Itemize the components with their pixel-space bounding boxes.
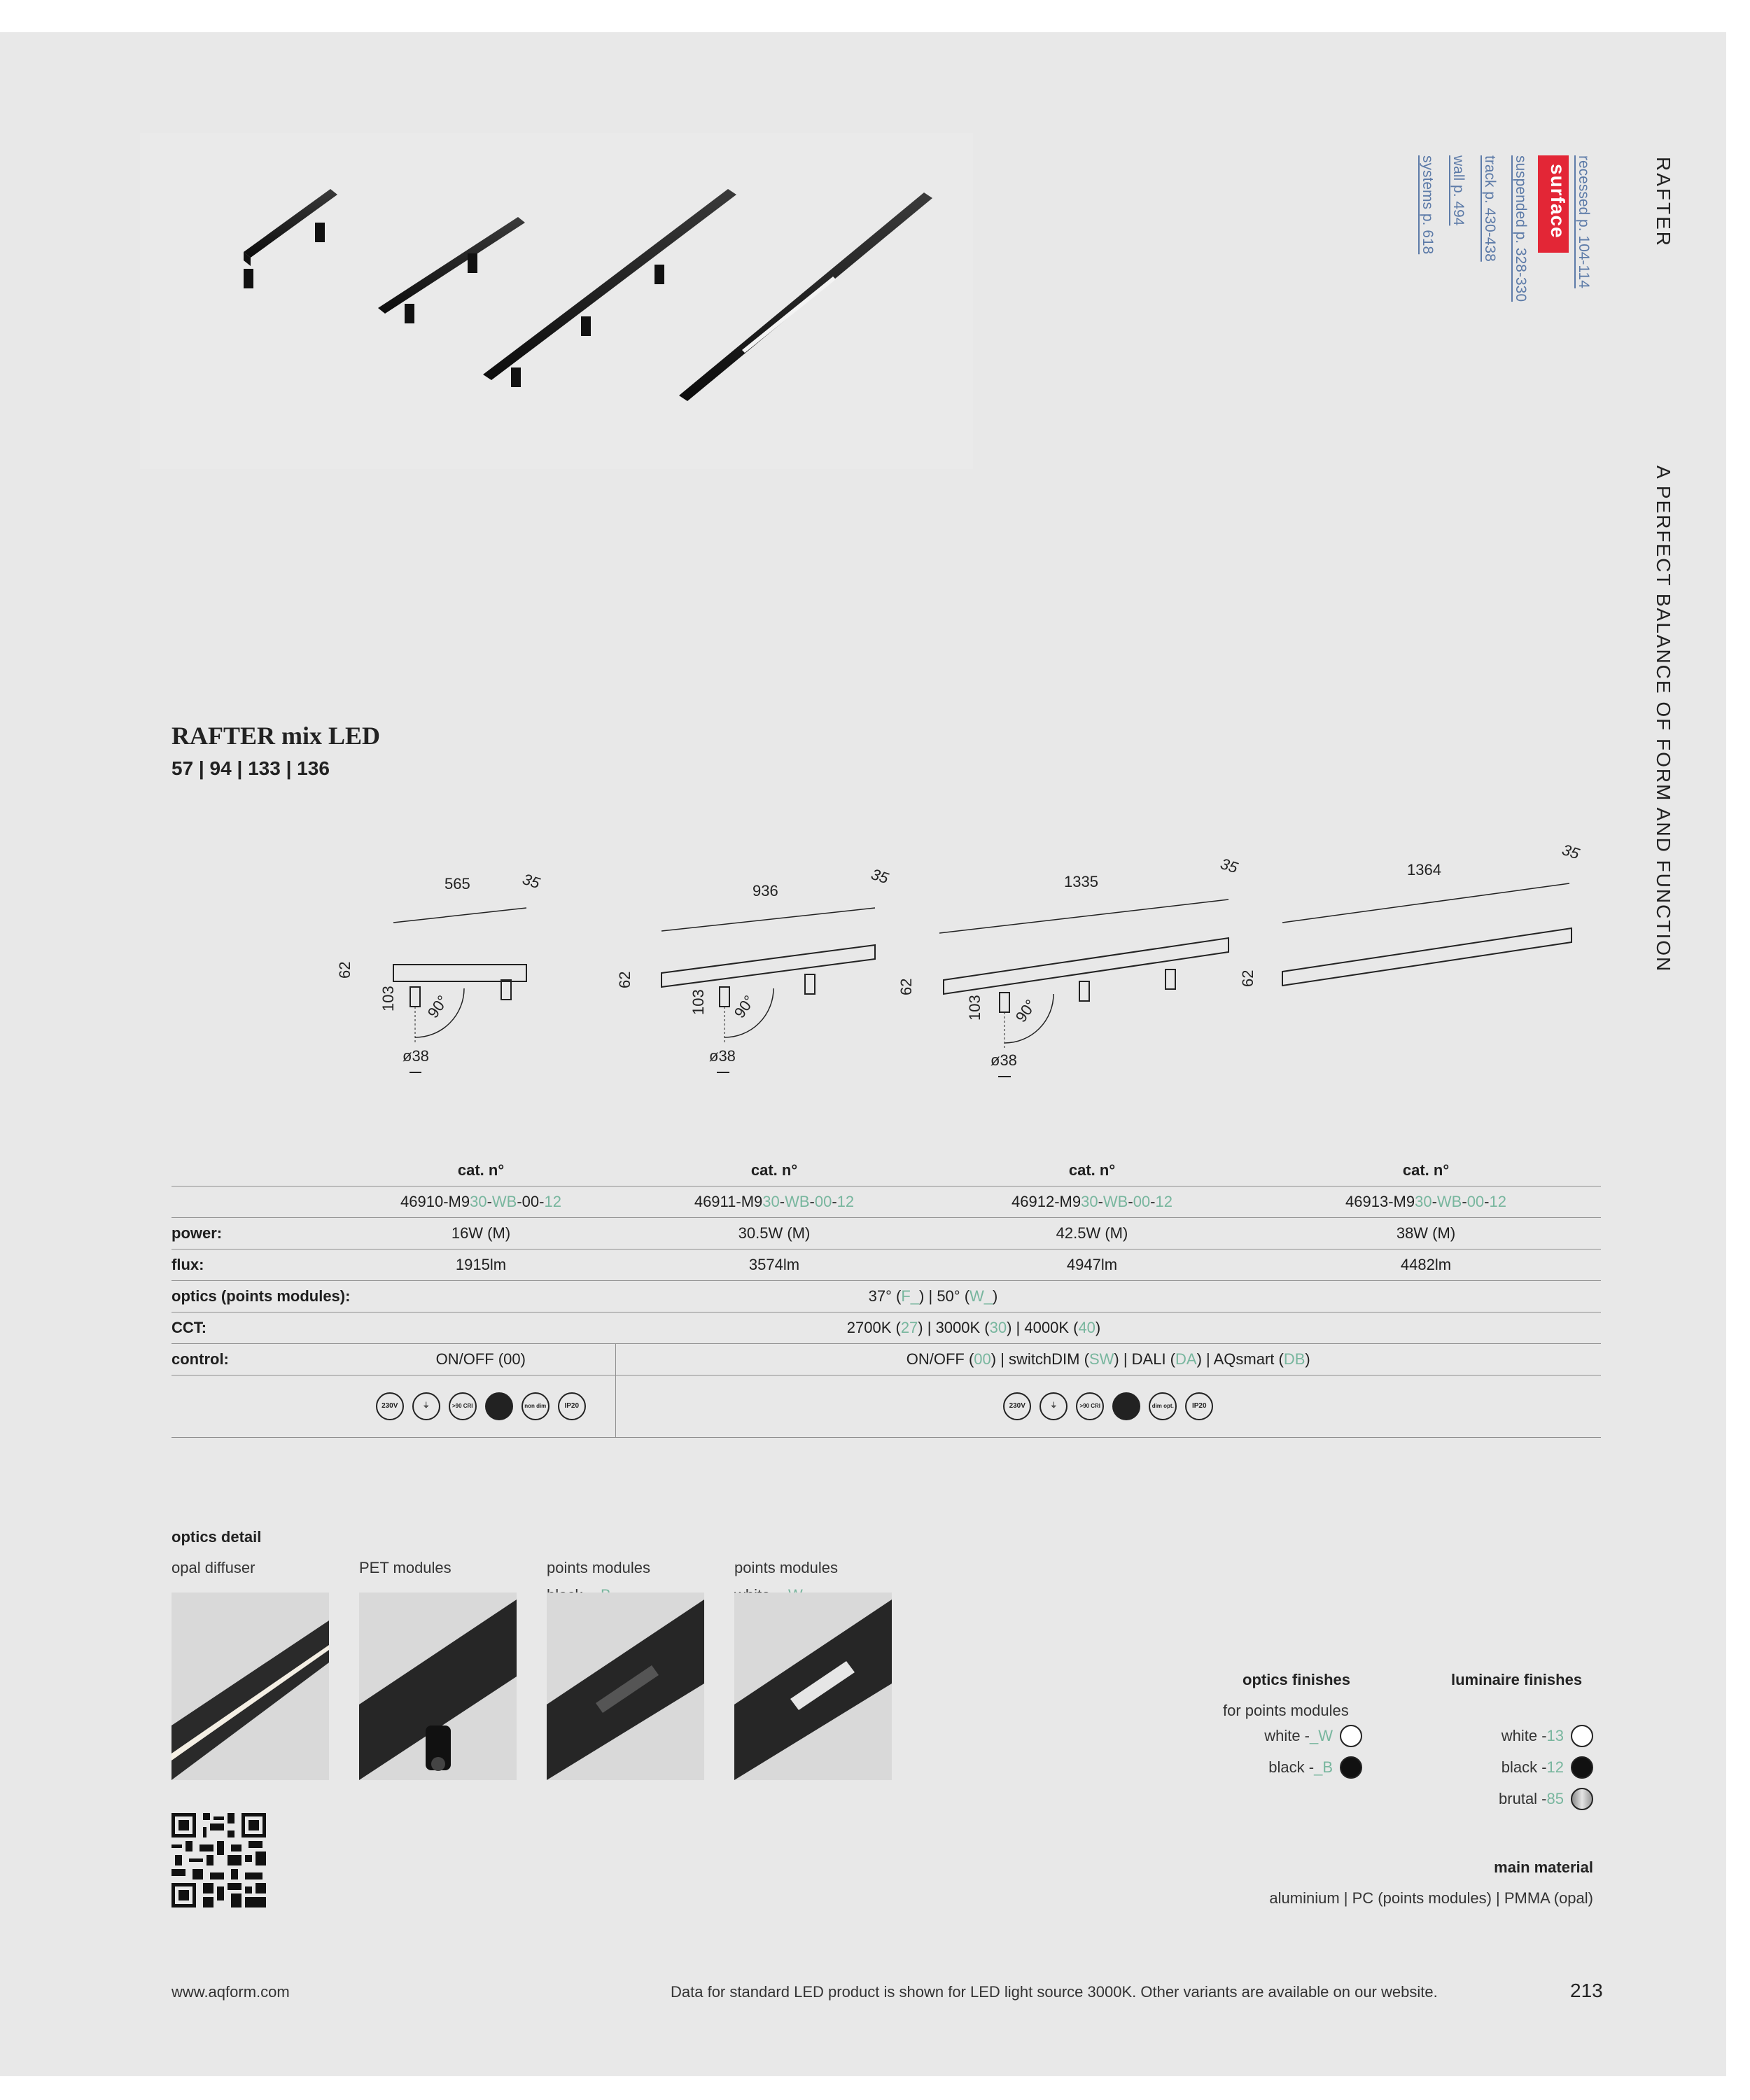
nav-link-track[interactable]: track p. 430-438	[1482, 155, 1498, 262]
dim-depth: 35	[520, 869, 542, 892]
cat-number: 46910-M930-WB-00-12	[346, 1186, 615, 1218]
drawing-565	[336, 870, 542, 1072]
optics-item-label: opal diffuser	[172, 1559, 255, 1576]
drawing-936	[616, 865, 891, 1072]
black-swatch-icon	[1571, 1756, 1593, 1779]
pet-modules-image	[359, 1592, 517, 1780]
white-swatch-icon	[1571, 1725, 1593, 1747]
tagline-vertical: A PERFECT BALANCE OF FORM AND FUNCTION	[1653, 465, 1674, 973]
cct-row	[172, 1312, 1601, 1344]
dim-arm: 103	[379, 986, 397, 1011]
half-moon-icon	[1112, 1392, 1140, 1420]
lamp-133	[483, 189, 736, 387]
icons-first	[346, 1376, 615, 1438]
dim-depth: 35	[869, 864, 891, 888]
brand-vertical: RAFTER	[1653, 157, 1674, 248]
optics-finish-black[interactable]: black -_B	[1268, 1756, 1362, 1779]
luminaire-finish-black[interactable]: black -12	[1502, 1756, 1593, 1779]
dim-height: 62	[616, 971, 634, 988]
dim-depth: 35	[1560, 840, 1582, 863]
flux-value: 4482lm	[1251, 1250, 1601, 1281]
flux-label: flux:	[172, 1250, 346, 1281]
points-black-image	[547, 1592, 704, 1780]
dim-angle: 90°	[730, 992, 759, 1021]
page-number: 213	[1570, 1980, 1603, 2001]
dim-angle: 90°	[1011, 996, 1040, 1026]
black-swatch-icon	[1340, 1756, 1362, 1779]
lamp-94	[378, 217, 525, 323]
flux-value: 4947lm	[933, 1250, 1251, 1281]
non-dim-icon: non dim	[522, 1392, 550, 1420]
nav-link-suspended[interactable]: suspended p. 328-330	[1513, 155, 1529, 302]
footer-website[interactable]: www.aqform.com	[172, 1983, 290, 2001]
flux-row	[172, 1250, 1601, 1281]
luminaire-finish-white[interactable]: white -13	[1502, 1725, 1593, 1747]
optics-row	[172, 1281, 1601, 1312]
nav-link-recessed[interactable]: recessed p. 104-114	[1576, 155, 1592, 288]
optics-detail-title: optics detail	[172, 1528, 262, 1546]
qr-code-icon[interactable]	[172, 1813, 266, 1907]
dim-diameter: ø38	[402, 1047, 429, 1065]
dim-height: 62	[1239, 969, 1256, 987]
luminaire-finish-brutal[interactable]: brutal -85	[1499, 1788, 1593, 1810]
luminaire-finishes-title: luminaire finishes	[1451, 1671, 1583, 1688]
cct-label: CCT:	[172, 1312, 346, 1344]
optics-item-label: points modules	[547, 1559, 650, 1576]
optics-finishes-title: optics finishes	[1242, 1671, 1351, 1688]
table-header-row	[172, 1155, 1601, 1186]
power-value: 30.5W (M)	[615, 1218, 933, 1250]
product-photo	[140, 133, 973, 469]
control-value-first: ON/OFF (00)	[346, 1344, 615, 1376]
ground-icon: ⏚	[1040, 1392, 1068, 1420]
power-value: 16W (M)	[346, 1218, 615, 1250]
cat-header: cat. n°	[933, 1155, 1251, 1186]
nav-link-wall[interactable]: wall p. 494	[1450, 155, 1466, 226]
opal-diffuser-image	[172, 1592, 329, 1780]
cri-icon: >90 CRI	[449, 1392, 477, 1420]
cat-header: cat. n°	[346, 1155, 615, 1186]
cat-number: 46912-M930-WB-00-12	[933, 1186, 1251, 1218]
dim-length: 1335	[1064, 873, 1098, 890]
white-swatch-icon	[1340, 1725, 1362, 1747]
control-value-rest: ON/OFF (00) | switchDIM (SW) | DALI (DA) | AQsmart (DB)	[615, 1344, 1601, 1376]
lamp-57	[244, 189, 337, 288]
dim-height: 62	[897, 978, 915, 995]
optics-item-label: points modules	[734, 1559, 838, 1576]
power-row	[172, 1218, 1601, 1250]
ground-icon: ⏚	[412, 1392, 440, 1420]
optics-finishes-note: for points modules	[1223, 1702, 1349, 1719]
cri-icon: >90 CRI	[1076, 1392, 1104, 1420]
optics-value: 37° (F_) | 50° (W_)	[615, 1281, 1251, 1312]
power-value: 38W (M)	[1251, 1218, 1601, 1250]
voltage-230v-icon: 230V	[1003, 1392, 1031, 1420]
flux-value: 3574lm	[615, 1250, 933, 1281]
product-title: RAFTER mix LED	[172, 722, 381, 750]
control-label: control:	[172, 1344, 346, 1376]
main-material-title: main material	[1494, 1858, 1593, 1876]
dim-depth: 35	[1218, 854, 1240, 877]
dim-arm: 103	[690, 989, 707, 1015]
main-material-value: aluminium | PC (points modules) | PMMA (opal)	[1269, 1889, 1593, 1907]
product-sizes: 57 | 94 | 133 | 136	[172, 757, 330, 779]
cat-number-row	[172, 1186, 1601, 1218]
footer-note: Data for standard LED product is shown for LED light source 3000K. Other variants are available on our website.	[671, 1983, 1438, 2001]
optics-label: optics (points modules):	[172, 1281, 615, 1312]
technical-drawings	[336, 840, 1596, 1092]
nav-link-surface[interactable]: surface	[1538, 155, 1569, 253]
drawing-1335	[897, 855, 1240, 1077]
dim-opt-icon: dim opt.	[1149, 1392, 1177, 1420]
half-moon-icon	[485, 1392, 513, 1420]
cat-number: 46911-M930-WB-00-12	[615, 1186, 933, 1218]
power-value: 42.5W (M)	[933, 1218, 1251, 1250]
lamp-136	[679, 192, 932, 401]
dim-angle: 90°	[424, 992, 452, 1021]
drawing-1364	[1239, 841, 1582, 987]
dim-length: 1364	[1407, 861, 1441, 878]
cct-value: 2700K (27) | 3000K (30) | 4000K (40)	[346, 1312, 1601, 1344]
dim-height: 62	[336, 961, 354, 979]
optics-finish-white[interactable]: white -_W	[1264, 1725, 1362, 1747]
power-label: power:	[172, 1218, 346, 1250]
points-white-image	[734, 1592, 892, 1780]
brutal-swatch-icon	[1571, 1788, 1593, 1810]
flux-value: 1915lm	[346, 1250, 615, 1281]
icons-row	[172, 1376, 1601, 1438]
dim-diameter: ø38	[709, 1047, 736, 1065]
dim-arm: 103	[966, 995, 983, 1021]
cat-header: cat. n°	[1251, 1155, 1601, 1186]
icons-rest	[615, 1376, 1601, 1438]
cat-header: cat. n°	[615, 1155, 933, 1186]
dim-length: 565	[444, 875, 470, 892]
voltage-230v-icon: 230V	[376, 1392, 404, 1420]
ip20-icon: IP20	[1185, 1392, 1213, 1420]
control-row	[172, 1344, 1601, 1376]
dim-length: 936	[752, 882, 778, 899]
spec-table	[172, 1155, 1601, 1438]
dim-diameter: ø38	[990, 1051, 1017, 1069]
cat-number: 46913-M930-WB-00-12	[1251, 1186, 1601, 1218]
ip20-icon: IP20	[558, 1392, 586, 1420]
nav-link-systems[interactable]: systems p. 618	[1420, 155, 1436, 255]
optics-item-label: PET modules	[359, 1559, 451, 1576]
